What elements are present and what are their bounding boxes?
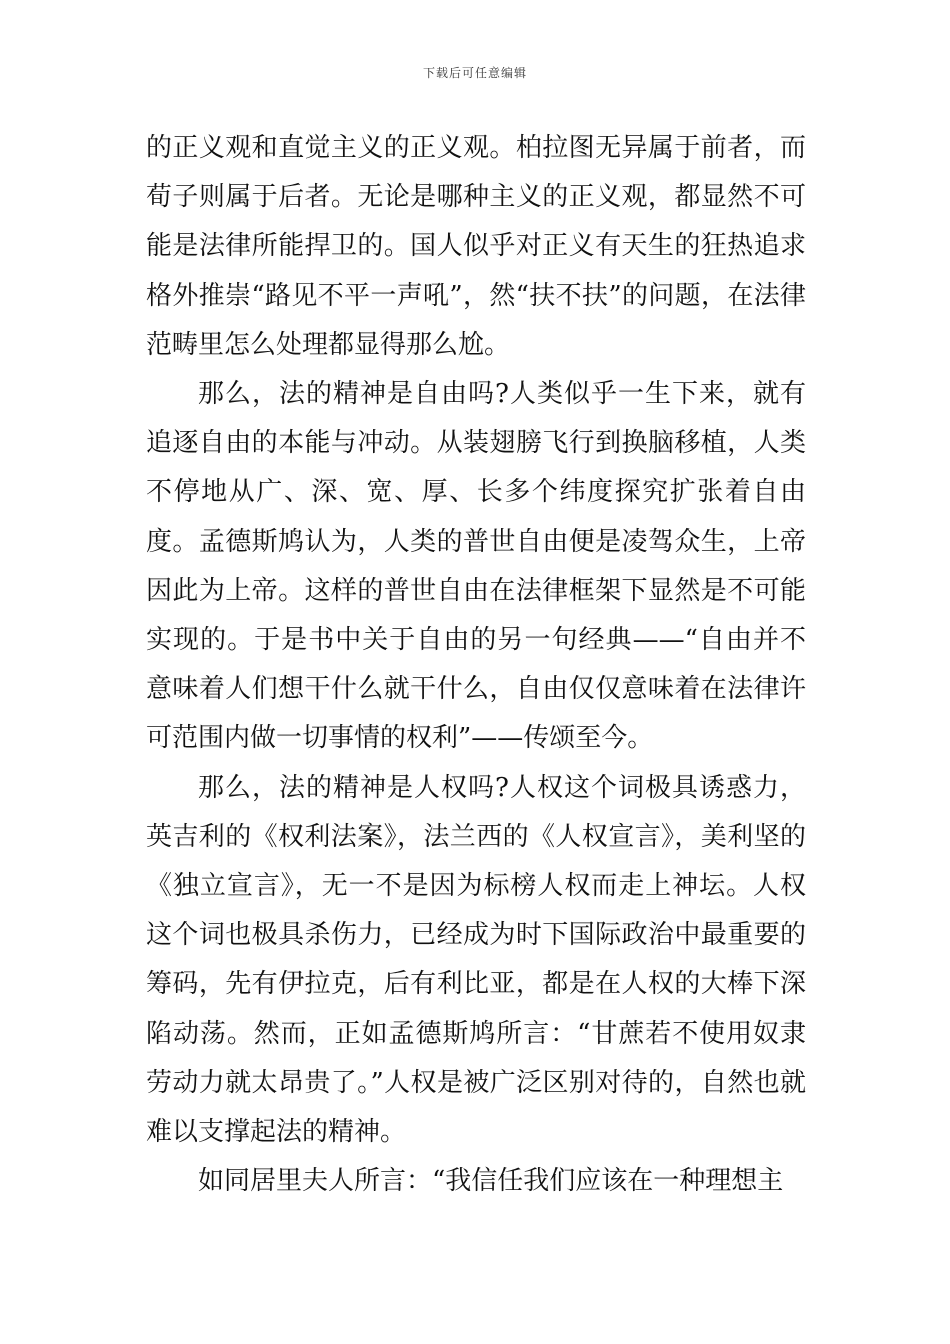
paragraph-2: 那么，法的精神是自由吗?人类似乎一生下来，就有追逐自由的本能与冲动。从装翅膀飞行到换脑移植，人类不停地从广、深、宽、厚、长多个纬度探究扩张着自由度。孟德斯鸠认为，人类的普世自由便是凌驾众生，上帝因此为上帝。这样的普世自由在法律框架下显然是不可能实现的。于是书中关于自由的另一句经典——“自由并不意味着人们想干什么就干什么，自由仅仅意味着在法律许可范围内做一切事情的权利”——传颂至今。 [146,379,806,754]
article-body [146,124,806,1206]
paragraph-4: 如同居里夫人所言：“我信任我们应该在一种理想主 [198,1166,784,1197]
paragraph-1: 的正义观和直觉主义的正义观。柏拉图无异属于前者，而荀子则属于后者。无论是哪种主义的正义观，都显然不可能是法律所能捍卫的。国人似乎对正义有天生的狂热追求格外推崇“路见不平一声吼”，然“扶不扶”的问题，在法律范畴里怎么处理都显得那么尬。 [146,133,806,360]
paragraph-3: 那么，法的精神是人权吗?人权这个词极具诱惑力，英吉利的《权利法案》，法兰西的《人权宣言》，美利坚的《独立宣言》，无一不是因为标榜人权而走上神坛。人权这个词也极具杀伤力，已经成为时下国际政治中最重要的筹码，先有伊拉克，后有利比亚，都是在人权的大棒下深陷动荡。然而，正如孟德斯鸠所言：“甘蔗若不使用奴隶劳动力就太昂贵了。”人权是被广泛区别对待的，自然也就难以支撑起法的精神。 [146,772,806,1148]
page-header: 下载后可任意编辑 [422,66,527,80]
